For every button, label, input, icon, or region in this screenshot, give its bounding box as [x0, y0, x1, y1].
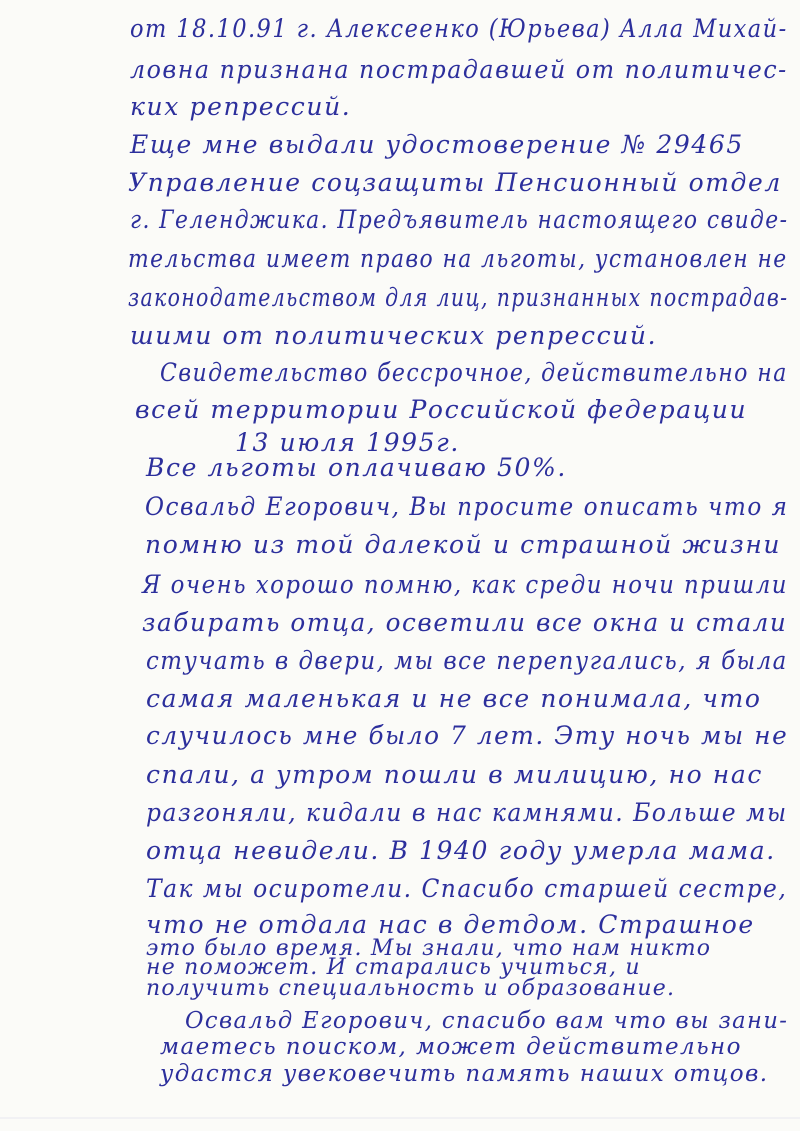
- text-line: Управление соцзащиты Пенсионный отдел: [128, 168, 782, 197]
- text-line: Освальд Егорович, спасибо вам что вы зани-: [185, 1008, 789, 1034]
- text-line: ловна признана пострадавшей от политичес-: [130, 55, 788, 84]
- text-line: это было время. Мы знали, что нам никто: [146, 936, 712, 961]
- text-line: тельства имеет право на льготы, установлен не: [128, 244, 788, 273]
- text-line: разгоняли, кидали в нас камнями. Больше мы: [146, 798, 788, 827]
- text-line: законодательством для лиц, признанных пострадав-: [128, 283, 789, 312]
- text-line: Освальд Егорович, Вы просите описать что я: [145, 492, 789, 521]
- text-line: шими от политических репрессий.: [130, 321, 658, 350]
- text-line: помню из той далекой и страшной жизни: [145, 530, 782, 559]
- text-line: ких репрессий.: [130, 92, 352, 121]
- text-line: Все льготы оплачиваю 50%.: [146, 453, 567, 482]
- text-line: самая маленькая и не все понимала, что: [146, 684, 762, 713]
- text-line: Еще мне выдали удостоверение № 29465: [130, 130, 744, 159]
- text-line: получить специальность и образование.: [146, 976, 676, 1001]
- text-line: отца невидели. В 1940 году умерла мама.: [146, 836, 776, 865]
- text-line: всей территории Российской федерации: [135, 395, 748, 424]
- text-line: что не отдала нас в детдом. Страшное: [146, 910, 755, 939]
- text-line: случилось мне было 7 лет. Эту ночь мы не: [146, 721, 789, 750]
- text-line: спали, а утром пошли в милицию, но нас: [146, 760, 763, 789]
- text-line: забирать отца, осветили все окна и стали: [142, 608, 788, 637]
- text-line: Так мы осиротели. Спасибо старшей сестре,: [146, 874, 788, 903]
- text-line: Свидетельство бессрочное, действительно на: [160, 358, 788, 387]
- text-line: г. Геленджика. Предъявитель настоящего свиде-: [130, 205, 789, 234]
- text-line: от 18.10.91 г. Алексеенко (Юрьева) Алла Михай-: [130, 14, 788, 43]
- text-line: маетесь поиском, может действительно: [160, 1034, 742, 1060]
- text-line: не поможет. И старались учиться, и: [146, 955, 641, 980]
- text-line: 13 июля 1995г.: [235, 428, 460, 457]
- text-line: стучать в двери, мы все перепугались, я была: [146, 646, 788, 675]
- text-line: удастся увековечить память наших отцов.: [160, 1061, 769, 1087]
- text-line: Я очень хорошо помню, как среди ночи пришли: [142, 570, 788, 599]
